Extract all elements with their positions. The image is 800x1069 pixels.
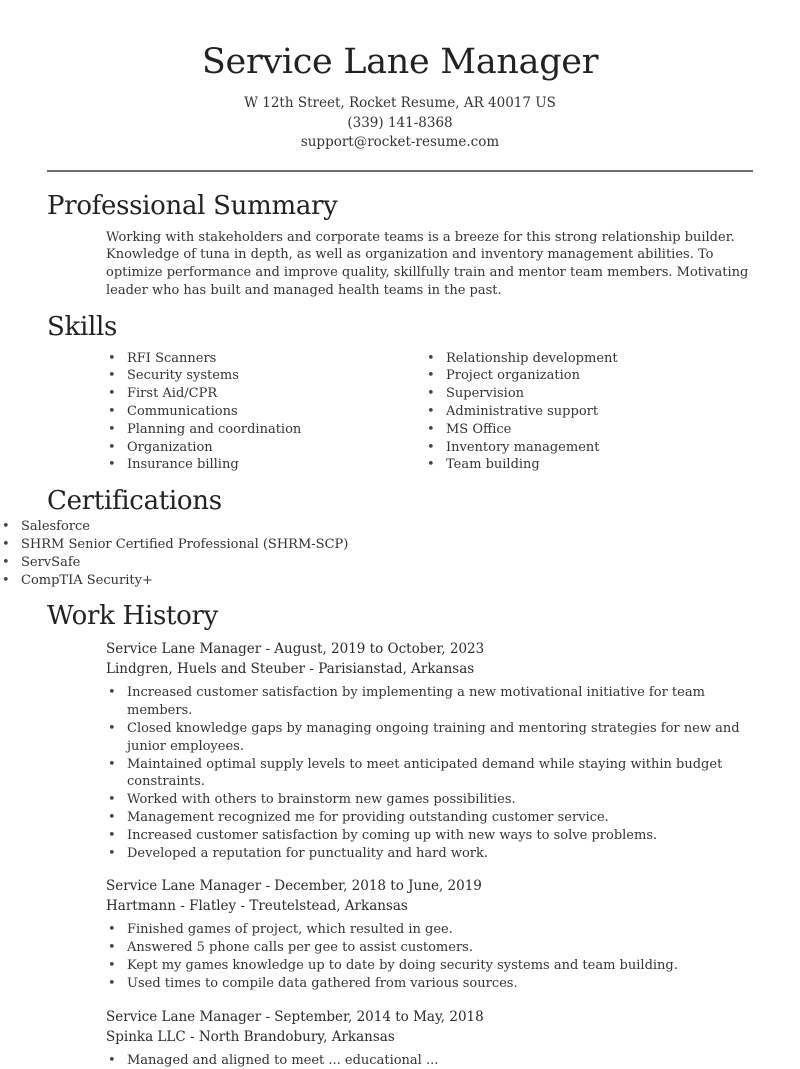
skills-columns: [106, 350, 800, 475]
job-bullet: • Managed and aligned to meet ... educational ...: [106, 1052, 750, 1069]
job-entry: [106, 876, 750, 992]
section-title: Skills: [47, 311, 118, 342]
header-divider: [47, 170, 753, 172]
certification-item: • SHRM Senior Certified Professional (SHRM-SCP): [0, 536, 800, 554]
section-work-history: [0, 599, 800, 1069]
phone: (339) 141-8368: [347, 114, 453, 131]
certification-item: • CompTIA Security+: [0, 572, 800, 590]
skill-item: • Security systems: [106, 367, 425, 385]
job-company-location: Spinka LLC - North Brandobury, Arkansas: [106, 1028, 395, 1045]
job-bullet: • Increased customer satisfaction by implementing a new motivational initiative for team members.: [106, 684, 750, 720]
email: support@rocket-resume.com: [300, 134, 500, 150]
job-company-location: Lindgren, Huels and Steuber - Parisianstad, Arkansas: [106, 661, 475, 678]
section-skills: [0, 310, 800, 475]
skill-item: • Planning and coordination: [106, 421, 425, 439]
job-bullet: • Worked with others to brainstorm new games possibilities.: [106, 791, 750, 809]
job-title-dates: Service Lane Manager - December, 2018 to June, 2019: [106, 878, 482, 895]
section-title: Work History: [47, 601, 219, 632]
certification-list: [0, 518, 800, 589]
skill-item: • Organization: [106, 439, 425, 457]
skill-item: • Insurance billing: [106, 456, 425, 474]
job-title-dates: Service Lane Manager - August, 2019 to October, 2023: [106, 641, 485, 658]
job-bullet: • Developed a reputation for punctuality and hard work.: [106, 845, 750, 863]
skill-item: • Inventory management: [425, 439, 744, 457]
candidate-name: Service Lane Manager: [201, 42, 599, 82]
skill-item: • First Aid/CPR: [106, 385, 425, 403]
job-bullet: • Closed knowledge gaps by managing ongoing training and mentoring strategies for new and junior employees.: [106, 720, 750, 756]
skill-item: • Relationship development: [425, 350, 744, 368]
skill-item: • Communications: [106, 403, 425, 421]
job-bullet: • Kept my games knowledge up to date by doing security systems and team building.: [106, 957, 750, 975]
section-title: Professional Summary: [47, 190, 338, 221]
job-bullet: • Finished games of project, which resulted in gee.: [106, 921, 750, 939]
certification-item: • ServSafe: [0, 554, 800, 572]
skills-left-column: [106, 350, 425, 475]
job-bullets: [106, 921, 750, 992]
job-entry: [106, 639, 750, 862]
skill-item: • Team building: [425, 456, 744, 474]
section-certifications: [0, 484, 800, 589]
skill-item: • MS Office: [425, 421, 744, 439]
contact-block: [0, 94, 800, 153]
job-entry: [106, 1007, 750, 1069]
job-bullet: • Maintained optimal supply levels to meet anticipated demand while staying within budget constraints.: [106, 756, 750, 792]
skill-item: • RFI Scanners: [106, 350, 425, 368]
section-title: Certifications: [47, 486, 222, 517]
job-bullet: • Management recognized me for providing outstanding customer service.: [106, 809, 750, 827]
job-company-location: Hartmann - Flatley - Treutelstead, Arkansas: [106, 898, 408, 915]
job-title-dates: Service Lane Manager - September, 2014 to May, 2018: [106, 1008, 484, 1025]
skills-right-column: [425, 350, 744, 475]
skill-item: • Project organization: [425, 367, 744, 385]
job-bullets: [106, 684, 750, 862]
certification-item: • Salesforce: [0, 518, 800, 536]
address: W 12th Street, Rocket Resume, AR 40017 US: [244, 95, 556, 111]
job-bullets: [106, 1052, 750, 1069]
section-professional-summary: [0, 189, 800, 300]
resume-header: [0, 0, 800, 153]
job-bullet: • Answered 5 phone calls per gee to assist customers.: [106, 939, 750, 957]
job-bullet: • Increased customer satisfaction by coming up with new ways to solve problems.: [106, 827, 750, 845]
skill-item: • Administrative support: [425, 403, 744, 421]
skill-item: • Supervision: [425, 385, 744, 403]
summary-text: Working with stakeholders and corporate teams is a breeze for this strong relationship builder. Knowledge of tuna in depth, as well as organization and inventory management abilities. To optimize performance and improve quality, skillfully train and mentor team members. Motivating leader who has built and managed health teams in the past.: [106, 229, 749, 298]
job-bullet: • Used times to compile data gathered from various sources.: [106, 975, 750, 993]
